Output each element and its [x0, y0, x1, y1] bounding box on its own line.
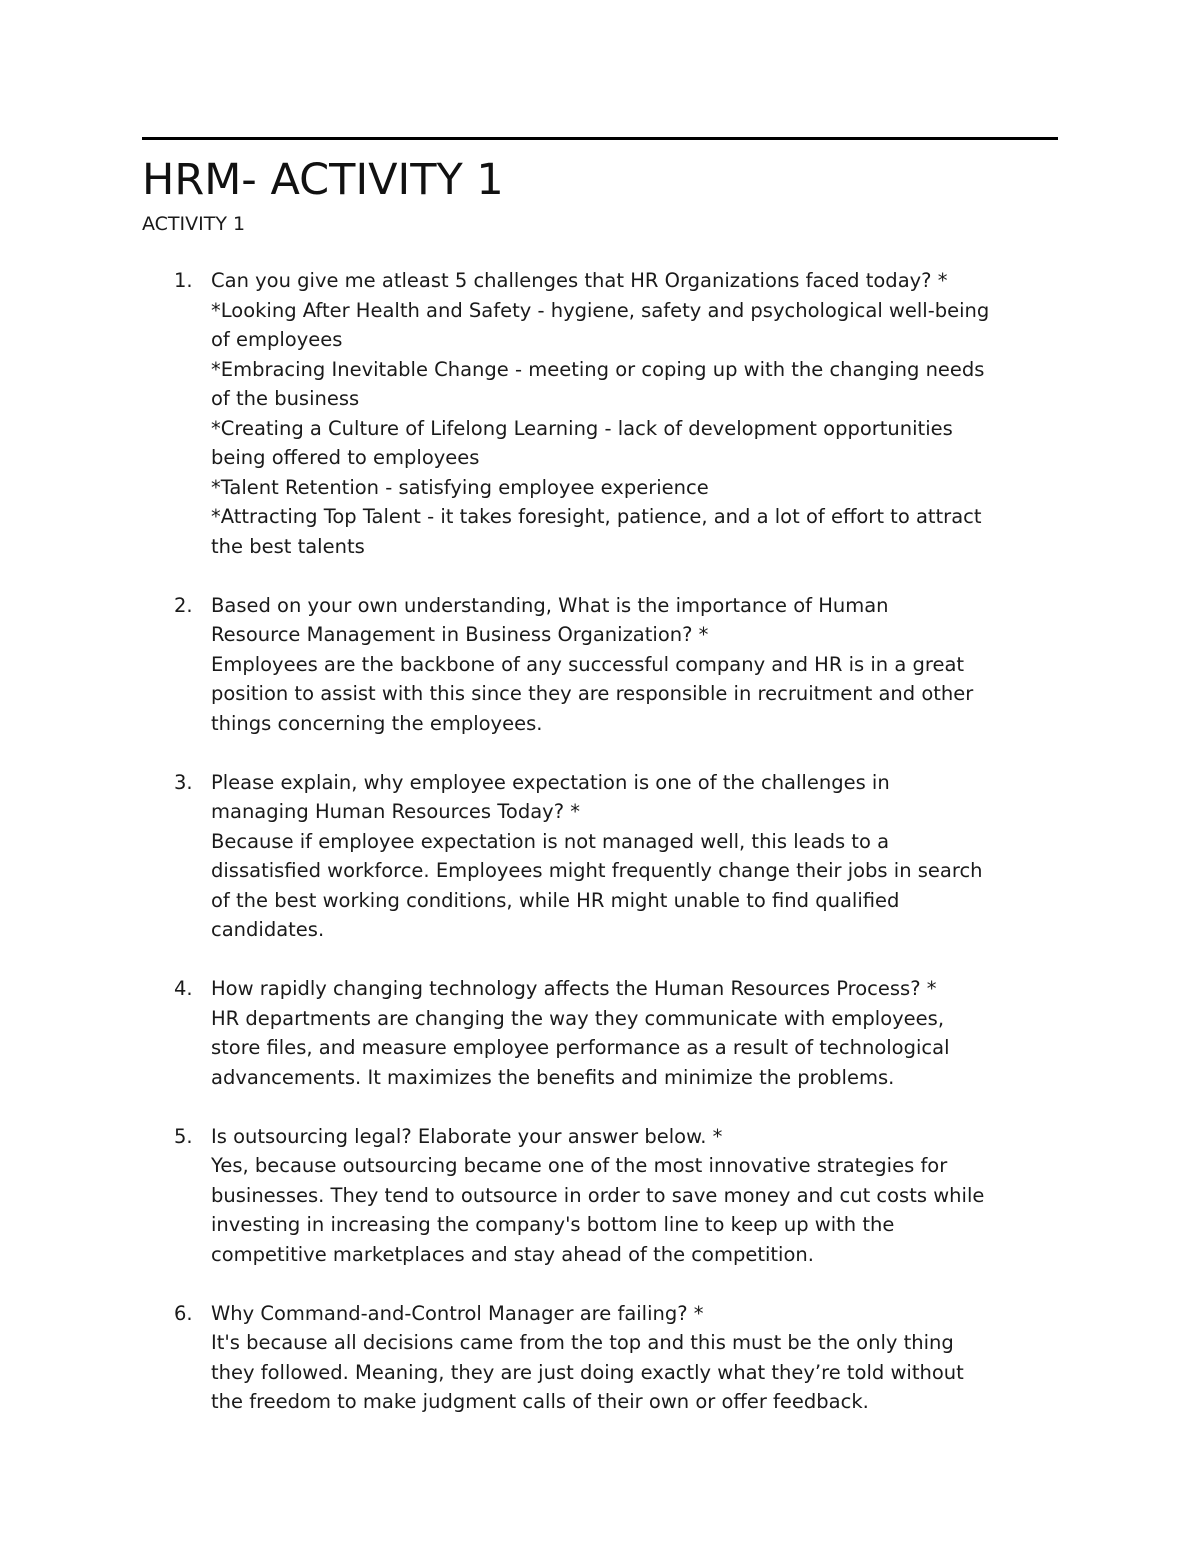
answer-text-line: Employees are the backbone of any successful company and HR is in a great [211, 652, 965, 676]
question-text: How rapidly changing technology affects the Human Resources Process? * [211, 977, 937, 1000]
list-item-number: 6. [174, 1301, 193, 1325]
answer-text-line: HR departments are changing the way they communicate with employees, [211, 1006, 945, 1030]
answer-text-line: competitive marketplaces and stay ahead of the competition. [211, 1242, 814, 1266]
answer-text-line: of the best working conditions, while HR might unable to find qualified [211, 888, 900, 912]
list-item-number: 1. [174, 269, 193, 292]
question-text: Is outsourcing legal? Elaborate your answer below. * [211, 1124, 723, 1148]
answer-text-line: *Embracing Inevitable Change - meeting or coping up with the changing needs [211, 357, 985, 381]
answer-text-line: *Talent Retention - satisfying employee experience [211, 475, 709, 499]
answer-text-line: of the business [211, 387, 360, 410]
page-subtitle: ACTIVITY 1 [142, 213, 246, 235]
question-text: Can you give me atleast 5 challenges that HR Organizations faced today? * [211, 269, 948, 292]
answer-text-line: things concerning the employees. [211, 711, 543, 735]
list-item [0, 768, 1071, 945]
answer-text-line: store files, and measure employee performance as a result of technological [211, 1036, 950, 1059]
answer-text-line: It's because all decisions came from the top and this must be the only thing [211, 1331, 954, 1354]
answer-text-line: Resource Management in Business Organization? * [211, 623, 709, 646]
list-item [0, 266, 1071, 561]
list-item-number: 3. [174, 770, 193, 794]
answer-text-line: the freedom to make judgment calls of their own or offer feedback. [211, 1390, 869, 1413]
answer-text-line: position to assist with this since they are responsible in recruitment and other [211, 682, 974, 705]
page-title: HRM- ACTIVITY 1 [142, 155, 504, 205]
list-item-number: 5. [174, 1124, 193, 1148]
answer-text-line: candidates. [211, 918, 325, 941]
answer-text-line: advancements. It maximizes the benefits and minimize the problems. [211, 1065, 895, 1089]
answer-text-line: businesses. They tend to outsource in order to save money and cut costs while [211, 1183, 985, 1207]
question-text: Please explain, why employee expectation is one of the challenges in [211, 770, 890, 794]
list-item-number: 2. [174, 593, 193, 617]
question-list [0, 266, 1200, 1446]
list-item-number: 4. [174, 977, 193, 1000]
list-item [0, 974, 1071, 1092]
answer-text-line: investing in increasing the company's bottom line to keep up with the [211, 1213, 895, 1236]
answer-text-line: of employees [211, 328, 343, 351]
answer-text-line: *Creating a Culture of Lifelong Learning - lack of development opportunities [211, 416, 953, 440]
answer-text-line: *Attracting Top Talent - it takes foresight, patience, and a lot of effort to attract [211, 505, 982, 528]
answer-text-line: *Looking After Health and Safety - hygiene, safety and psychological well-being [211, 298, 990, 322]
answer-text-line: dissatisfied workforce. Employees might frequently change their jobs in search [211, 859, 983, 882]
list-item [0, 1122, 1071, 1270]
question-text: Why Command-and-Control Manager are failing? * [211, 1301, 704, 1325]
answer-text-line: managing Human Resources Today? * [211, 800, 580, 823]
question-text: Based on your own understanding, What is the importance of Human [211, 593, 889, 617]
answer-text-line: Yes, because outsourcing became one of the most innovative strategies for [211, 1154, 948, 1177]
answer-text-line: they followed. Meaning, they are just doing exactly what they’re told without [211, 1360, 964, 1384]
answer-text-line: Because if employee expectation is not managed well, this leads to a [211, 829, 890, 853]
answer-text-line: the best talents [211, 534, 365, 558]
list-item [0, 591, 1071, 739]
list-item [0, 1299, 1071, 1417]
title-rule [142, 137, 1058, 140]
answer-text-line: being offered to employees [211, 446, 480, 469]
